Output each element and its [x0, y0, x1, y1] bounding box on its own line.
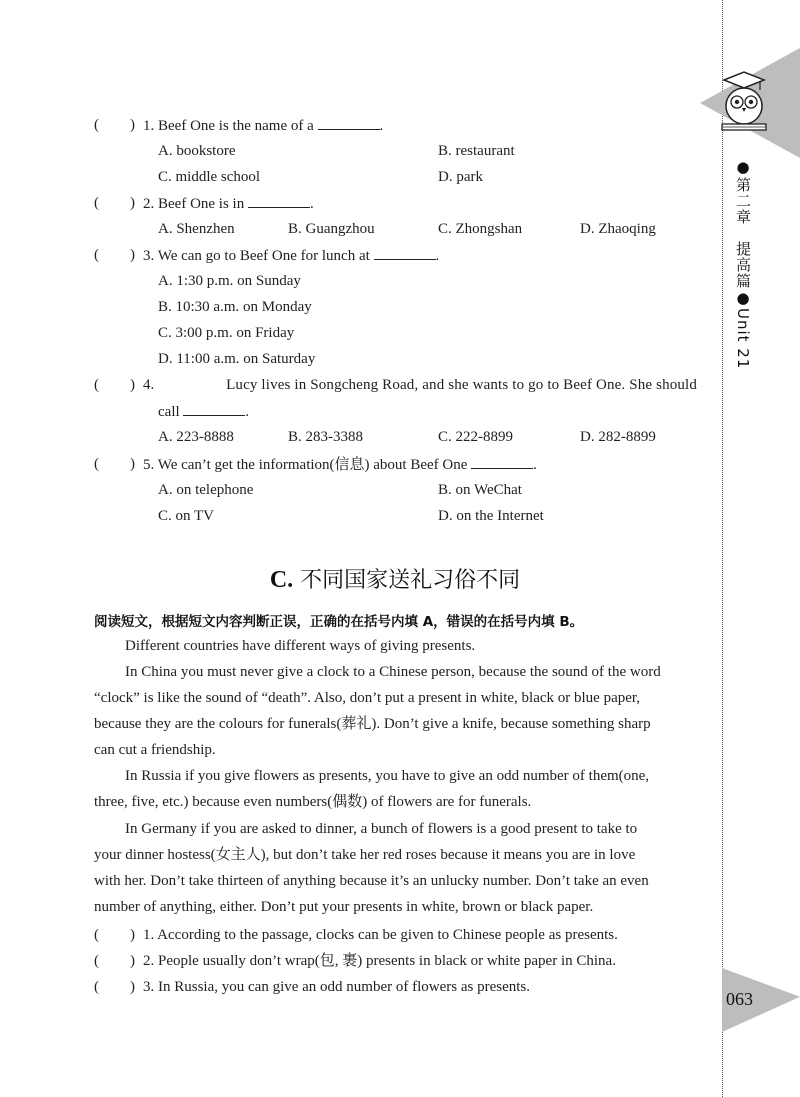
- stem-end: .: [245, 404, 250, 420]
- question-stem-continued: call: [158, 404, 180, 420]
- question-stem: We can go to Beef One for lunch at: [157, 248, 370, 264]
- section-letter: C.: [269, 567, 294, 593]
- page-edge-divider: [722, 0, 723, 1097]
- passage-line: your dinner hostess(女主人), but don’t take her red roses because it means you are in love: [94, 847, 636, 863]
- answer-blank: [248, 194, 310, 208]
- option-d: D. 11:00 a.m. on Saturday: [158, 351, 316, 367]
- stem-end: .: [379, 118, 384, 134]
- answer-paren-close: ): [130, 117, 135, 133]
- statement-text: 2. People usually don’t wrap(包, 裹) presents in black or white paper in China.: [143, 953, 616, 969]
- answer-paren-open: (: [94, 927, 99, 943]
- passage-line: can cut a friendship.: [94, 742, 216, 758]
- answer-paren-open: (: [94, 195, 99, 211]
- passage-paragraph-4: [94, 816, 697, 920]
- passage-line: “clock” is like the sound of “death”. Also, don’t put a present in white, black or blue paper,: [94, 690, 641, 706]
- option-c: C. middle school: [158, 169, 261, 185]
- option-b: B. restaurant: [438, 143, 515, 159]
- answer-paren-close: ): [130, 377, 135, 393]
- passage-line: In Germany if you are asked to dinner, a bunch of flowers is a good present to take to: [125, 821, 638, 837]
- stem-end: .: [533, 457, 537, 473]
- section-title: [0, 563, 790, 594]
- question-number: 2.: [143, 196, 155, 212]
- option-c: C. 222-8899: [438, 429, 513, 445]
- answer-paren-close: ): [130, 927, 135, 943]
- answer-blank: [374, 246, 436, 260]
- option-d: D. on the Internet: [438, 508, 544, 524]
- option-c: C. on TV: [158, 508, 214, 524]
- option-c: C. 3:00 p.m. on Friday: [158, 325, 295, 341]
- statement-text: 3. In Russia, you can give an odd number of flowers as presents.: [143, 979, 530, 995]
- passage-paragraph-1: [94, 633, 697, 659]
- answer-paren-close: ): [130, 979, 135, 995]
- question-stem: Lucy lives in Songcheng Road, and she wants to go to Beef One. She should: [226, 377, 697, 393]
- stem-end: .: [309, 196, 314, 212]
- stem-end: .: [435, 248, 440, 264]
- option-a: A. bookstore: [158, 143, 236, 159]
- question-number: 3.: [143, 248, 155, 264]
- answer-paren-open: (: [94, 247, 99, 263]
- question-4-line-2: [158, 402, 249, 421]
- passage-line: Different countries have different ways of giving presents.: [125, 638, 476, 654]
- question-number: 5.: [143, 457, 155, 473]
- answer-blank: [471, 455, 533, 469]
- passage-line: because they are the colours for funerals(葬礼). Don’t give a knife, because something sharp: [94, 716, 651, 732]
- section-instruction: 阅读短文，根据短文内容判断正误，正确的在括号内填 A，错误的在括号内填 B。: [94, 614, 584, 630]
- passage-paragraph-3: [94, 763, 697, 815]
- answer-blank: [183, 402, 245, 416]
- option-a: A. 223-8888: [158, 429, 234, 445]
- option-a: A. on telephone: [158, 482, 254, 498]
- answer-paren-close: ): [130, 456, 135, 472]
- answer-paren-open: (: [94, 117, 99, 133]
- option-d: D. 282-8899: [580, 429, 656, 445]
- page-number: 063: [726, 989, 753, 1009]
- option-c: C. Zhongshan: [438, 221, 523, 237]
- question-stem: Beef One is the name of a: [158, 118, 314, 134]
- answer-paren-close: ): [130, 953, 135, 969]
- passage-line: with her. Don’t take thirteen of anything because it’s an unlucky number. Don’t take an even: [94, 873, 649, 889]
- option-a: A. 1:30 p.m. on Sunday: [158, 273, 301, 289]
- section-heading: 不同国家送礼习俗不同: [300, 568, 521, 593]
- passage-line: number of anything, either. Don’t put your presents in white, brown or black paper.: [94, 899, 594, 915]
- answer-paren-open: (: [94, 377, 99, 393]
- question-stem: We can’t get the information(信息) about Beef One: [157, 457, 468, 473]
- option-b: B. 10:30 a.m. on Monday: [158, 299, 312, 315]
- owl-mascot-icon: [716, 70, 772, 136]
- option-d: D. park: [438, 169, 483, 185]
- question-number: 4.: [143, 377, 155, 393]
- option-d: D. Zhaoqing: [580, 221, 656, 237]
- answer-paren-close: ): [130, 247, 135, 263]
- option-b: B. Guangzhou: [288, 221, 375, 237]
- passage-line: three, five, etc.) because even numbers(偶数) of flowers are for funerals.: [94, 794, 532, 810]
- answer-paren-close: ): [130, 195, 135, 211]
- passage-line: In China you must never give a clock to a Chinese person, because the sound of the word: [125, 664, 661, 680]
- answer-paren-open: (: [94, 456, 99, 472]
- passage-line: In Russia if you give flowers as presents, you have to give an odd number of them(one,: [125, 768, 650, 784]
- question-stem: Beef One is in: [158, 196, 245, 212]
- answer-blank: [318, 116, 380, 130]
- option-b: B. 283-3388: [288, 429, 363, 445]
- answer-paren-open: (: [94, 979, 99, 995]
- chapter-side-label: ●第二章 提高篇●Unit 21: [734, 158, 752, 370]
- statement-text: 1. According to the passage, clocks can be given to Chinese people as presents.: [143, 927, 618, 943]
- answer-paren-open: (: [94, 953, 99, 969]
- option-a: A. Shenzhen: [158, 221, 235, 237]
- passage-paragraph-2: [94, 659, 697, 763]
- question-number: 1.: [143, 118, 155, 134]
- option-b: B. on WeChat: [438, 482, 522, 498]
